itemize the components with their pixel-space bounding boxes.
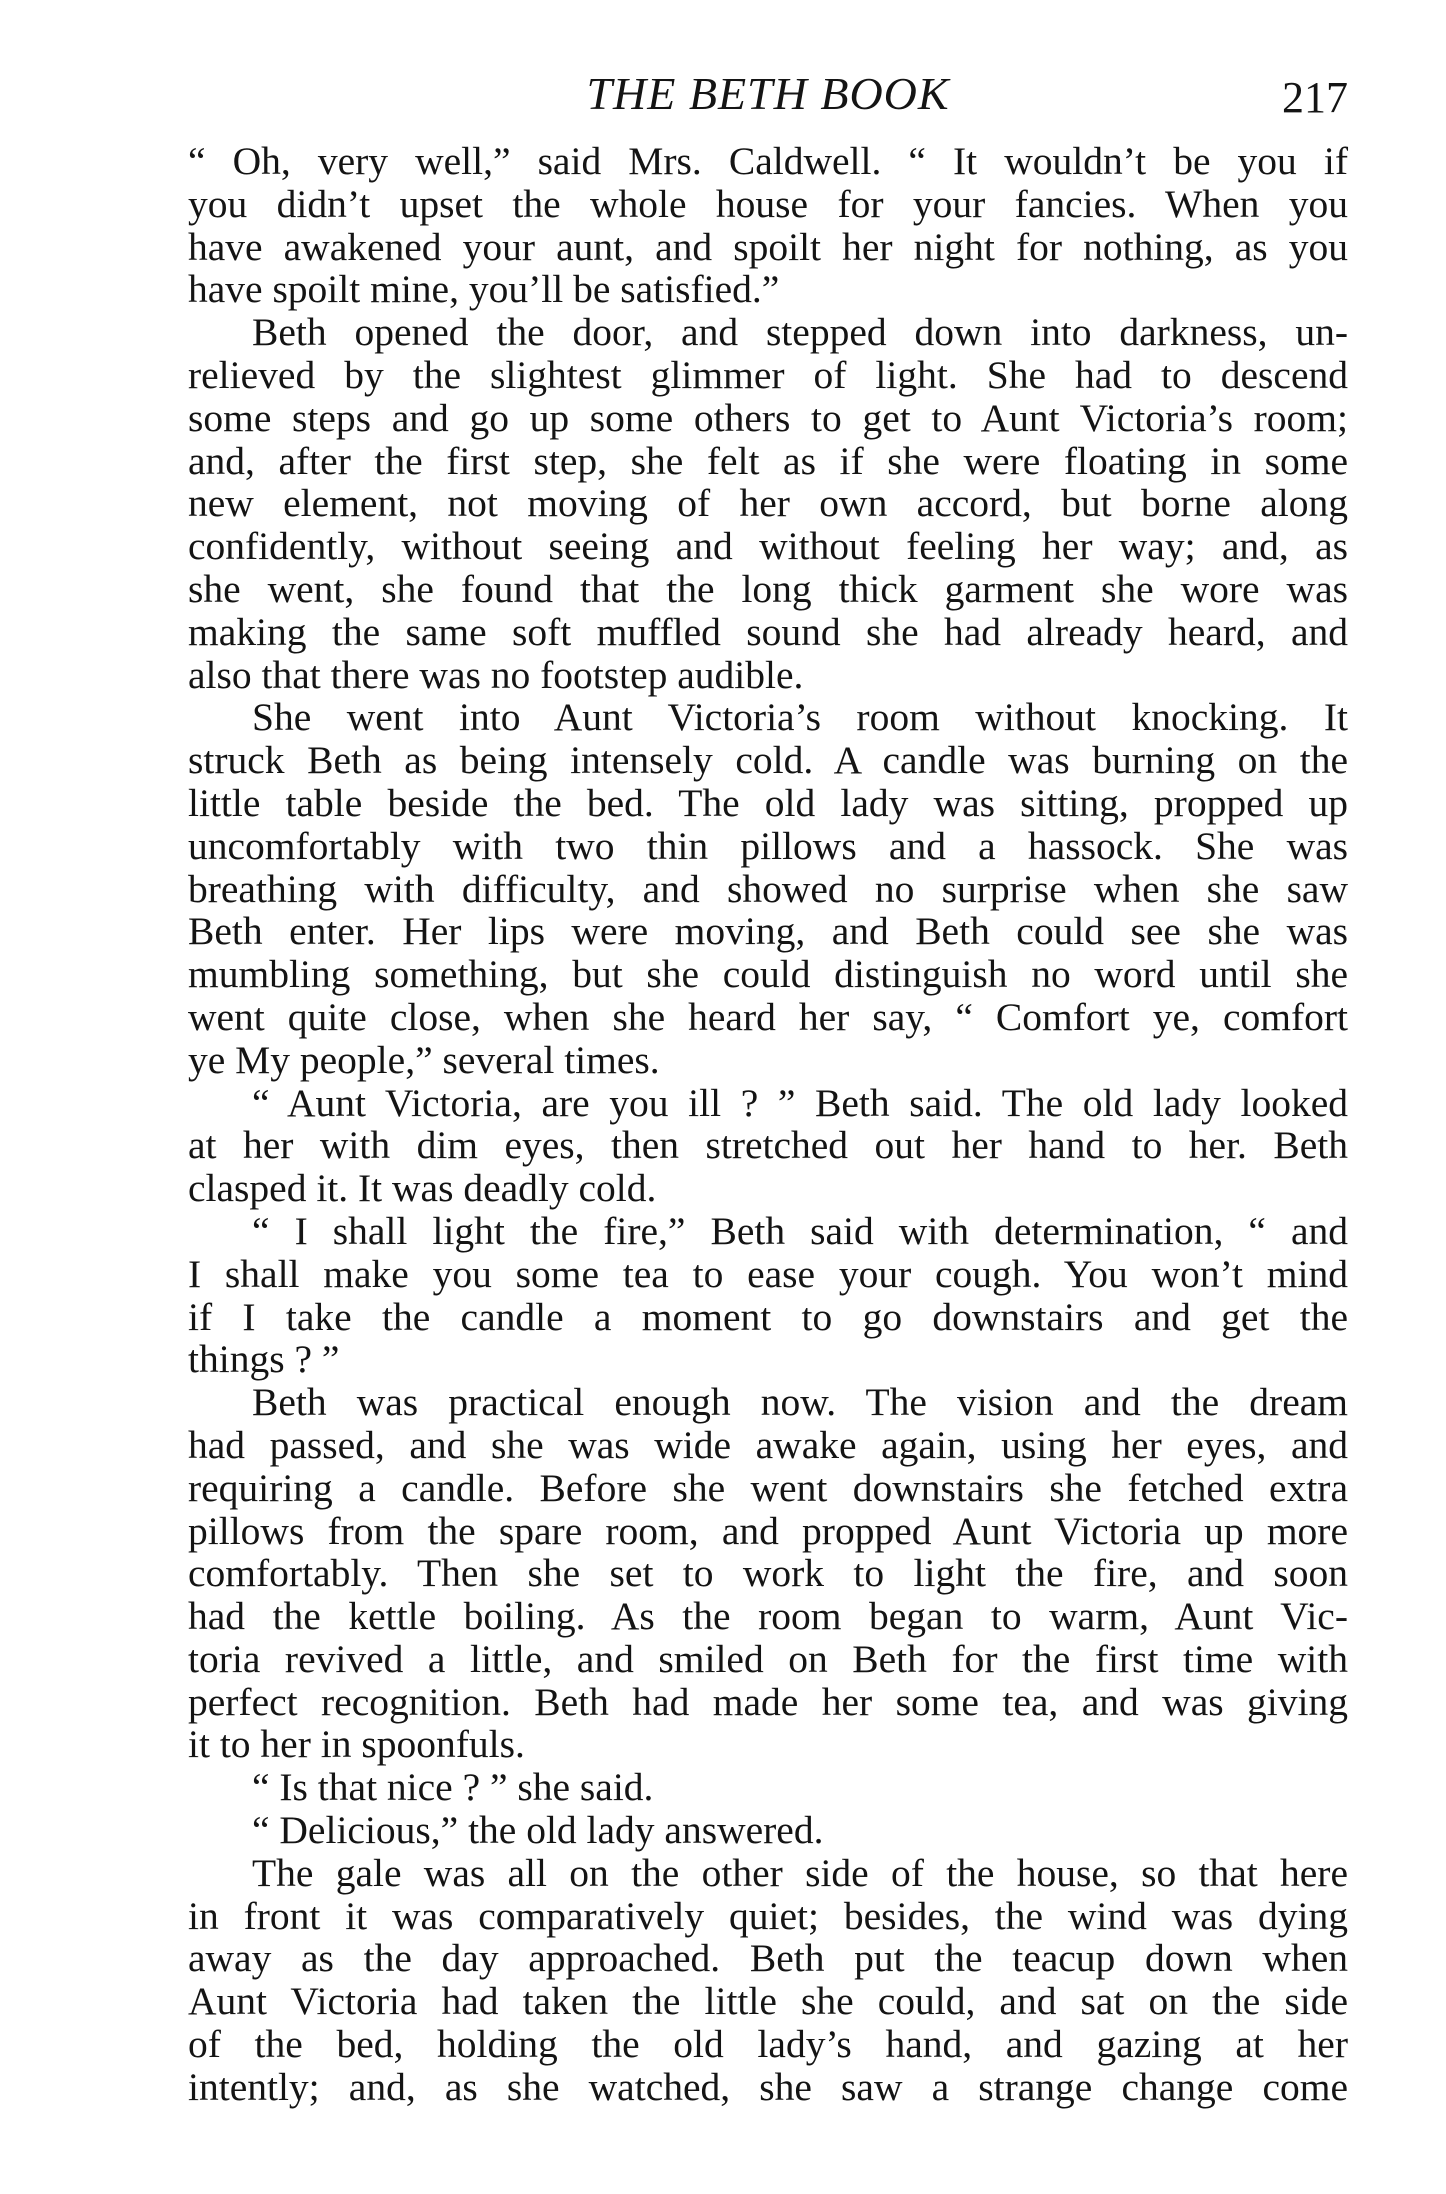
text-line: if I take the candle a moment to go downstairs and get the (188, 1294, 1348, 1339)
text-line: intently; and, as she watched, she saw a strange change come (188, 2064, 1348, 2109)
text-line: Beth enter. Her lips were moving, and Beth could see she was (188, 909, 1348, 954)
text-line: some steps and go up some others to get to Aunt Victoria’s room; (188, 395, 1348, 440)
text-line: mumbling something, but she could distinguish no word until she (188, 952, 1348, 997)
text-line: she went, she found that the long thick garment she wore was (188, 566, 1348, 611)
text-line: Beth was practical enough now. The vision and the dream (252, 1380, 1348, 1425)
text-line: “ I shall light the fire,” Beth said with determination, “ and (252, 1208, 1348, 1253)
text-line: breathing with difficulty, and showed no surprise when she saw (188, 866, 1348, 911)
text-line: of the bed, holding the old lady’s hand, and gazing at her (188, 2022, 1348, 2067)
text-line: at her with dim eyes, then stretched out her hand to her. Beth (188, 1123, 1348, 1168)
text-line: making the same soft muffled sound she had already heard, and (188, 609, 1348, 654)
text-line: “ Delicious,” the old lady answered. (252, 1808, 824, 1853)
text-line: went quite close, when she heard her say, “ Comfort ye, comfort (188, 994, 1348, 1039)
text-line: had the kettle boiling. As the room began to warm, Aunt Vic- (188, 1594, 1348, 1639)
text-line: have awakened your aunt, and spoilt her night for nothing, as you (188, 224, 1348, 269)
text-line: and, after the first step, she felt as if she were floating in some (188, 438, 1348, 483)
text-line: “ Oh, very well,” said Mrs. Caldwell. “ It wouldn’t be you if (188, 139, 1348, 183)
text-line: pillows from the spare room, and propped Aunt Victoria up more (188, 1508, 1348, 1553)
text-line: have spoilt mine, you’ll be satisfied.” (188, 267, 780, 312)
text-line: also that there was no footstep audible. (188, 652, 804, 697)
text-line: I shall make you some tea to ease your cough. You won’t mind (188, 1251, 1348, 1296)
text-line: toria revived a little, and smiled on Beth for the first time with (188, 1636, 1348, 1681)
text-line: uncomfortably with two thin pillows and a hassock. She was (188, 823, 1348, 868)
text-line: ye My people,” several times. (188, 1037, 660, 1082)
text-line: “ Is that nice ? ” she said. (252, 1765, 654, 1810)
text-line: away as the day approached. Beth put the teacup down when (188, 1936, 1348, 1981)
text-line: The gale was all on the other side of the house, so that here (252, 1850, 1348, 1895)
text-line: you didn’t upset the whole house for your fancies. When you (188, 181, 1348, 226)
running-title: THE BETH BOOK (586, 68, 950, 119)
text-line: it to her in spoonfuls. (188, 1722, 525, 1767)
text-line: Beth opened the door, and stepped down into darkness, un- (252, 310, 1348, 355)
text-line: new element, not moving of her own accord, but borne along (188, 481, 1348, 526)
text-line: in front it was comparatively quiet; besides, the wind was dying (188, 1893, 1348, 1938)
text-line: She went into Aunt Victoria’s room without knocking. It (252, 695, 1348, 740)
text-line: confidently, without seeing and without feeling her way; and, as (188, 524, 1348, 569)
text-line: “ Aunt Victoria, are you ill ? ” Beth said. The old lady looked (252, 1080, 1348, 1125)
text-line: Aunt Victoria had taken the little she could, and sat on the side (188, 1979, 1348, 2024)
text-line: perfect recognition. Beth had made her some tea, and was giving (188, 1679, 1348, 1724)
text-line: struck Beth as being intensely cold. A candle was burning on the (188, 738, 1348, 783)
body-text (188, 140, 1348, 2109)
text-line: relieved by the slightest glimmer of light. She had to descend (188, 352, 1348, 397)
text-line: little table beside the bed. The old lady was sitting, propped up (188, 780, 1348, 825)
running-head (188, 64, 1348, 124)
text-line: clasped it. It was deadly cold. (188, 1166, 657, 1211)
text-line: comfortably. Then she set to work to light the fire, and soon (188, 1551, 1348, 1596)
page-number: 217 (1282, 73, 1348, 122)
text-line: things ? ” (188, 1337, 340, 1382)
text-line: requiring a candle. Before she went downstairs she fetched extra (188, 1465, 1348, 1510)
text-line: had passed, and she was wide awake again, using her eyes, and (188, 1422, 1348, 1467)
